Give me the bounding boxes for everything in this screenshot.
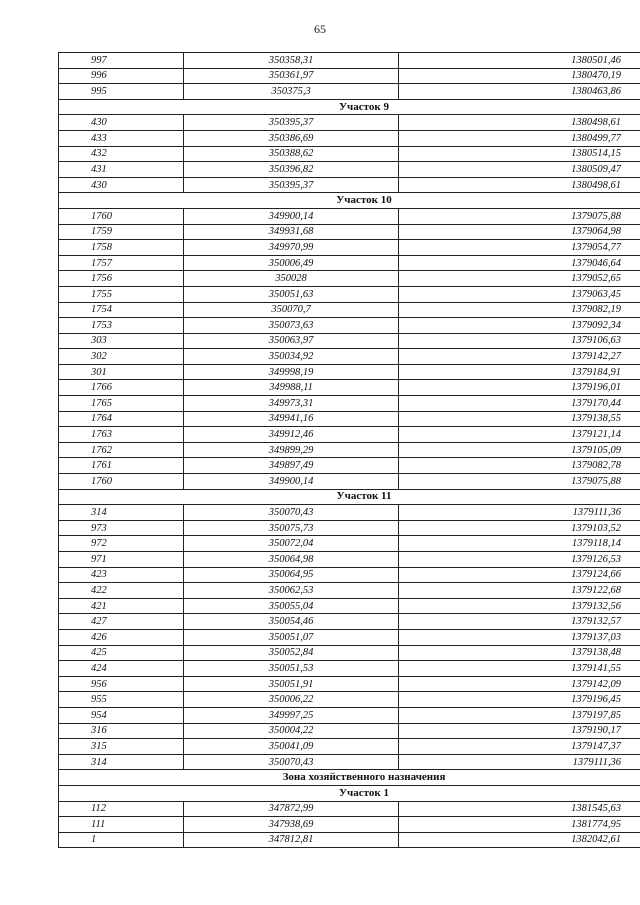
point-number-cell: 316 xyxy=(59,723,184,739)
y-coordinate-cell: 1380499,77 xyxy=(399,130,640,146)
x-coordinate-cell: 349997,25 xyxy=(184,707,399,723)
y-coordinate-cell: 1379118,14 xyxy=(399,536,640,552)
point-number-cell: 1761 xyxy=(59,458,184,474)
point-number-cell: 422 xyxy=(59,583,184,599)
coordinates-table-body xyxy=(59,53,640,848)
page-number: 65 xyxy=(314,22,326,36)
section-title: Зона хозяйственного назначения xyxy=(59,770,640,786)
x-coordinate-cell: 350063,97 xyxy=(184,333,399,349)
y-coordinate-cell: 1379122,68 xyxy=(399,583,640,599)
y-coordinate-cell: 1379075,88 xyxy=(399,474,640,490)
x-coordinate-cell: 350388,62 xyxy=(184,146,399,162)
x-coordinate-cell: 350051,53 xyxy=(184,661,399,677)
point-number-cell: 423 xyxy=(59,567,184,583)
table-row xyxy=(59,676,640,692)
section-title: Участок 9 xyxy=(59,99,640,115)
y-coordinate-cell: 1379126,53 xyxy=(399,552,640,568)
table-row xyxy=(59,458,640,474)
x-coordinate-cell: 350070,43 xyxy=(184,505,399,521)
point-number-cell: 971 xyxy=(59,552,184,568)
point-number-cell: 1757 xyxy=(59,255,184,271)
table-row xyxy=(59,832,640,848)
y-coordinate-cell: 1379196,01 xyxy=(399,380,640,396)
x-coordinate-cell: 350070,43 xyxy=(184,754,399,770)
y-coordinate-cell: 1379111,36 xyxy=(399,505,640,521)
y-coordinate-cell: 1379196,45 xyxy=(399,692,640,708)
table-row xyxy=(59,177,640,193)
table-row xyxy=(59,817,640,833)
point-number-cell: 1759 xyxy=(59,224,184,240)
table-row xyxy=(59,723,640,739)
table-row xyxy=(59,442,640,458)
y-coordinate-cell: 1382042,61 xyxy=(399,832,640,848)
x-coordinate-cell: 350006,49 xyxy=(184,255,399,271)
table-row xyxy=(59,349,640,365)
point-number-cell: 1 xyxy=(59,832,184,848)
y-coordinate-cell: 1379103,52 xyxy=(399,520,640,536)
y-coordinate-cell: 1379141,55 xyxy=(399,661,640,677)
y-coordinate-cell: 1379137,03 xyxy=(399,629,640,645)
x-coordinate-cell: 349988,11 xyxy=(184,380,399,396)
point-number-cell: 1756 xyxy=(59,271,184,287)
table-row xyxy=(59,130,640,146)
y-coordinate-cell: 1379197,85 xyxy=(399,707,640,723)
x-coordinate-cell: 350004,22 xyxy=(184,723,399,739)
point-number-cell: 430 xyxy=(59,177,184,193)
section-header-row xyxy=(59,785,640,801)
section-header-row xyxy=(59,770,640,786)
x-coordinate-cell: 349941,16 xyxy=(184,411,399,427)
y-coordinate-cell: 1380470,19 xyxy=(399,68,640,84)
table-row xyxy=(59,552,640,568)
table-row xyxy=(59,505,640,521)
point-number-cell: 315 xyxy=(59,739,184,755)
y-coordinate-cell: 1379082,78 xyxy=(399,458,640,474)
x-coordinate-cell: 350052,84 xyxy=(184,645,399,661)
x-coordinate-cell: 350051,63 xyxy=(184,286,399,302)
x-coordinate-cell: 350358,31 xyxy=(184,53,399,69)
point-number-cell: 432 xyxy=(59,146,184,162)
table-row xyxy=(59,396,640,412)
y-coordinate-cell: 1379170,44 xyxy=(399,396,640,412)
x-coordinate-cell: 350396,82 xyxy=(184,162,399,178)
y-coordinate-cell: 1379075,88 xyxy=(399,208,640,224)
x-coordinate-cell: 350395,37 xyxy=(184,115,399,131)
x-coordinate-cell: 349897,49 xyxy=(184,458,399,474)
x-coordinate-cell: 349900,14 xyxy=(184,474,399,490)
point-number-cell: 1753 xyxy=(59,318,184,334)
table-row xyxy=(59,474,640,490)
table-row xyxy=(59,224,640,240)
y-coordinate-cell: 1380498,61 xyxy=(399,177,640,193)
point-number-cell: 430 xyxy=(59,115,184,131)
x-coordinate-cell: 349970,99 xyxy=(184,240,399,256)
table-row xyxy=(59,536,640,552)
table-row xyxy=(59,739,640,755)
y-coordinate-cell: 1380498,61 xyxy=(399,115,640,131)
table-row xyxy=(59,707,640,723)
table-row xyxy=(59,68,640,84)
point-number-cell: 997 xyxy=(59,53,184,69)
section-header-row xyxy=(59,489,640,505)
x-coordinate-cell: 350064,95 xyxy=(184,567,399,583)
x-coordinate-cell: 349900,14 xyxy=(184,208,399,224)
x-coordinate-cell: 347938,69 xyxy=(184,817,399,833)
y-coordinate-cell: 1379124,66 xyxy=(399,567,640,583)
point-number-cell: 1766 xyxy=(59,380,184,396)
table-row xyxy=(59,754,640,770)
table-row xyxy=(59,53,640,69)
table-row xyxy=(59,614,640,630)
x-coordinate-cell: 350062,53 xyxy=(184,583,399,599)
point-number-cell: 1762 xyxy=(59,442,184,458)
point-number-cell: 1760 xyxy=(59,208,184,224)
x-coordinate-cell: 349912,46 xyxy=(184,427,399,443)
x-coordinate-cell: 350034,92 xyxy=(184,349,399,365)
x-coordinate-cell: 349899,29 xyxy=(184,442,399,458)
x-coordinate-cell: 350361,97 xyxy=(184,68,399,84)
table-row xyxy=(59,567,640,583)
table-row xyxy=(59,255,640,271)
point-number-cell: 972 xyxy=(59,536,184,552)
y-coordinate-cell: 1379190,17 xyxy=(399,723,640,739)
point-number-cell: 956 xyxy=(59,676,184,692)
point-number-cell: 431 xyxy=(59,162,184,178)
point-number-cell: 1764 xyxy=(59,411,184,427)
x-coordinate-cell: 350386,69 xyxy=(184,130,399,146)
y-coordinate-cell: 1379138,48 xyxy=(399,645,640,661)
table-row xyxy=(59,583,640,599)
point-number-cell: 112 xyxy=(59,801,184,817)
point-number-cell: 427 xyxy=(59,614,184,630)
y-coordinate-cell: 1379046,64 xyxy=(399,255,640,271)
y-coordinate-cell: 1379121,14 xyxy=(399,427,640,443)
point-number-cell: 955 xyxy=(59,692,184,708)
y-coordinate-cell: 1379064,98 xyxy=(399,224,640,240)
point-number-cell: 303 xyxy=(59,333,184,349)
point-number-cell: 1758 xyxy=(59,240,184,256)
point-number-cell: 1754 xyxy=(59,302,184,318)
table-row xyxy=(59,208,640,224)
table-row xyxy=(59,240,640,256)
point-number-cell: 425 xyxy=(59,645,184,661)
x-coordinate-cell: 350075,73 xyxy=(184,520,399,536)
y-coordinate-cell: 1379052,65 xyxy=(399,271,640,287)
x-coordinate-cell: 350051,07 xyxy=(184,629,399,645)
point-number-cell: 433 xyxy=(59,130,184,146)
x-coordinate-cell: 349931,68 xyxy=(184,224,399,240)
point-number-cell: 996 xyxy=(59,68,184,84)
point-number-cell: 426 xyxy=(59,629,184,645)
y-coordinate-cell: 1379105,09 xyxy=(399,442,640,458)
x-coordinate-cell: 350072,04 xyxy=(184,536,399,552)
point-number-cell: 302 xyxy=(59,349,184,365)
table-row xyxy=(59,598,640,614)
table-row xyxy=(59,380,640,396)
table-row xyxy=(59,146,640,162)
x-coordinate-cell: 350375,3 xyxy=(184,84,399,100)
section-title: Участок 10 xyxy=(59,193,640,209)
x-coordinate-cell: 350006,22 xyxy=(184,692,399,708)
section-header-row xyxy=(59,99,640,115)
table-row xyxy=(59,661,640,677)
point-number-cell: 301 xyxy=(59,364,184,380)
y-coordinate-cell: 1381774,95 xyxy=(399,817,640,833)
y-coordinate-cell: 1379147,37 xyxy=(399,739,640,755)
table-row xyxy=(59,692,640,708)
table-row xyxy=(59,645,640,661)
point-number-cell: 1763 xyxy=(59,427,184,443)
x-coordinate-cell: 350055,04 xyxy=(184,598,399,614)
point-number-cell: 424 xyxy=(59,661,184,677)
table-row xyxy=(59,801,640,817)
y-coordinate-cell: 1380501,46 xyxy=(399,53,640,69)
y-coordinate-cell: 1379063,45 xyxy=(399,286,640,302)
x-coordinate-cell: 350395,37 xyxy=(184,177,399,193)
table-row xyxy=(59,364,640,380)
y-coordinate-cell: 1379092,34 xyxy=(399,318,640,334)
x-coordinate-cell: 350054,46 xyxy=(184,614,399,630)
y-coordinate-cell: 1379138,55 xyxy=(399,411,640,427)
y-coordinate-cell: 1379142,27 xyxy=(399,349,640,365)
x-coordinate-cell: 350073,63 xyxy=(184,318,399,334)
table-row xyxy=(59,333,640,349)
table-row xyxy=(59,302,640,318)
table-row xyxy=(59,115,640,131)
table-row xyxy=(59,84,640,100)
y-coordinate-cell: 1379106,63 xyxy=(399,333,640,349)
coordinates-table xyxy=(58,52,640,848)
x-coordinate-cell: 349973,31 xyxy=(184,396,399,412)
x-coordinate-cell: 350070,7 xyxy=(184,302,399,318)
y-coordinate-cell: 1380463,86 xyxy=(399,84,640,100)
x-coordinate-cell: 350051,91 xyxy=(184,676,399,692)
table-row xyxy=(59,286,640,302)
point-number-cell: 1755 xyxy=(59,286,184,302)
x-coordinate-cell: 349998,19 xyxy=(184,364,399,380)
section-title: Участок 11 xyxy=(59,489,640,505)
point-number-cell: 421 xyxy=(59,598,184,614)
y-coordinate-cell: 1379132,56 xyxy=(399,598,640,614)
x-coordinate-cell: 350041,09 xyxy=(184,739,399,755)
table-row xyxy=(59,318,640,334)
point-number-cell: 995 xyxy=(59,84,184,100)
x-coordinate-cell: 347872,99 xyxy=(184,801,399,817)
y-coordinate-cell: 1380514,15 xyxy=(399,146,640,162)
point-number-cell: 1760 xyxy=(59,474,184,490)
table-row xyxy=(59,520,640,536)
point-number-cell: 973 xyxy=(59,520,184,536)
y-coordinate-cell: 1381545,63 xyxy=(399,801,640,817)
x-coordinate-cell: 350064,98 xyxy=(184,552,399,568)
point-number-cell: 1765 xyxy=(59,396,184,412)
table-row xyxy=(59,411,640,427)
y-coordinate-cell: 1379184,91 xyxy=(399,364,640,380)
table-row xyxy=(59,162,640,178)
y-coordinate-cell: 1379111,36 xyxy=(399,754,640,770)
point-number-cell: 314 xyxy=(59,505,184,521)
y-coordinate-cell: 1379142,09 xyxy=(399,676,640,692)
y-coordinate-cell: 1380509,47 xyxy=(399,162,640,178)
table-row xyxy=(59,271,640,287)
point-number-cell: 314 xyxy=(59,754,184,770)
table-row xyxy=(59,427,640,443)
section-header-row xyxy=(59,193,640,209)
y-coordinate-cell: 1379082,19 xyxy=(399,302,640,318)
x-coordinate-cell: 347812,81 xyxy=(184,832,399,848)
point-number-cell: 954 xyxy=(59,707,184,723)
x-coordinate-cell: 350028 xyxy=(184,271,399,287)
table-row xyxy=(59,629,640,645)
y-coordinate-cell: 1379132,57 xyxy=(399,614,640,630)
section-title: Участок 1 xyxy=(59,785,640,801)
y-coordinate-cell: 1379054,77 xyxy=(399,240,640,256)
point-number-cell: 111 xyxy=(59,817,184,833)
